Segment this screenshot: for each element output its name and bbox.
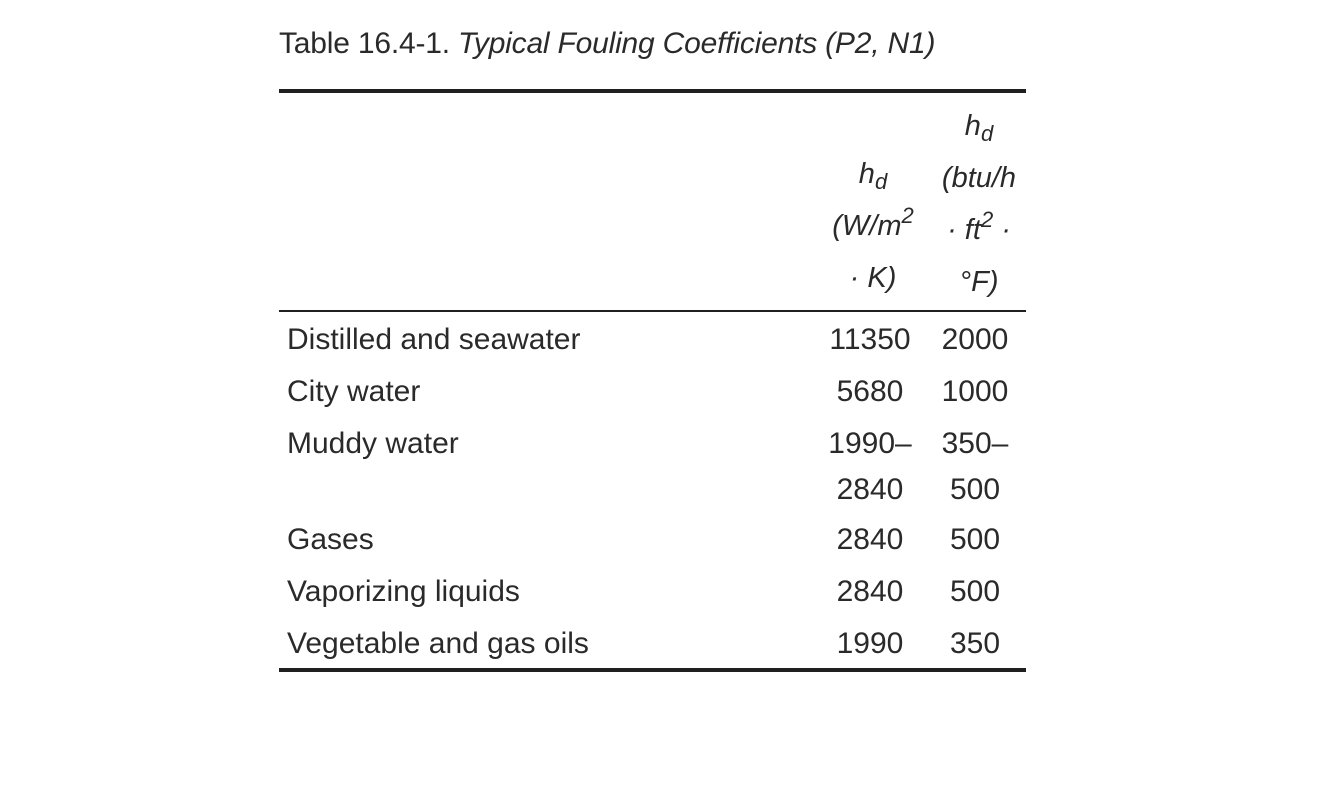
caption-title: Typical Fouling Coefficients (P2, N1) (458, 27, 936, 60)
table-caption (279, 24, 935, 64)
header-si (815, 148, 931, 304)
header-si-unit-line1 (815, 200, 931, 252)
header-us-unit-line3: °F) (959, 266, 999, 298)
cell-si (815, 621, 925, 667)
header-si-unit-sup: 2 (901, 203, 914, 228)
cell-si-value: 11350 (829, 323, 911, 356)
row-label: Muddy water (287, 427, 459, 460)
cell-si-value: 2840 (836, 523, 904, 556)
cell-si-value: 5680 (836, 375, 904, 408)
cell-si (815, 517, 925, 563)
caption-prefix: Table 16.4-1. (279, 27, 450, 60)
cell-si-value: 2840 (836, 575, 904, 608)
cell-si (815, 569, 925, 615)
header-si-subscript: d (874, 169, 888, 194)
cell-si-value: 1990 (836, 627, 904, 660)
cell-us-value-line2: 500 (949, 473, 1001, 506)
cell-us (930, 621, 1020, 667)
cell-us (930, 517, 1020, 563)
header-us (928, 100, 1030, 308)
header-us-unit-line2-post: · (993, 214, 1011, 246)
cell-us-value: 500 (949, 523, 1001, 556)
row-label: City water (287, 375, 421, 408)
cell-si (815, 421, 925, 513)
top-rule (279, 89, 1026, 93)
header-si-unit-close: · K) (849, 262, 897, 294)
cell-us-value: 2000 (941, 323, 1009, 356)
cell-si-value-line2: 2840 (836, 473, 904, 506)
cell-si (815, 369, 925, 415)
header-us-unit-line1: (btu/h (941, 162, 1017, 194)
cell-si (815, 317, 925, 363)
cell-us (930, 569, 1020, 615)
header-us-subscript: d (980, 121, 994, 146)
header-us-symbol-line (928, 100, 1030, 152)
header-us-symbol: h (964, 110, 981, 142)
header-si-unit-open: (W/m (832, 210, 902, 242)
cell-us-value-line1: 350– (941, 427, 1009, 460)
cell-us (930, 317, 1020, 363)
row-label: Vegetable and gas oils (287, 627, 589, 660)
header-us-unit-line2-pre: · ft (947, 214, 981, 246)
bottom-rule (279, 668, 1026, 672)
row-label: Distilled and seawater (287, 323, 581, 356)
header-us-unit-sup: 2 (980, 207, 994, 232)
header-si-symbol-line (815, 148, 931, 200)
row-label: Vaporizing liquids (287, 575, 520, 608)
cell-si-value-line1: 1990– (828, 427, 912, 460)
header-us-unit-line2 (928, 204, 1030, 256)
header-rule (279, 310, 1026, 312)
header-si-symbol: h (858, 158, 875, 190)
cell-us (930, 421, 1020, 513)
row-label: Gases (287, 523, 374, 556)
cell-us (930, 369, 1020, 415)
cell-us-value: 1000 (941, 375, 1009, 408)
cell-us-value: 350 (949, 627, 1001, 660)
cell-us-value: 500 (949, 575, 1001, 608)
